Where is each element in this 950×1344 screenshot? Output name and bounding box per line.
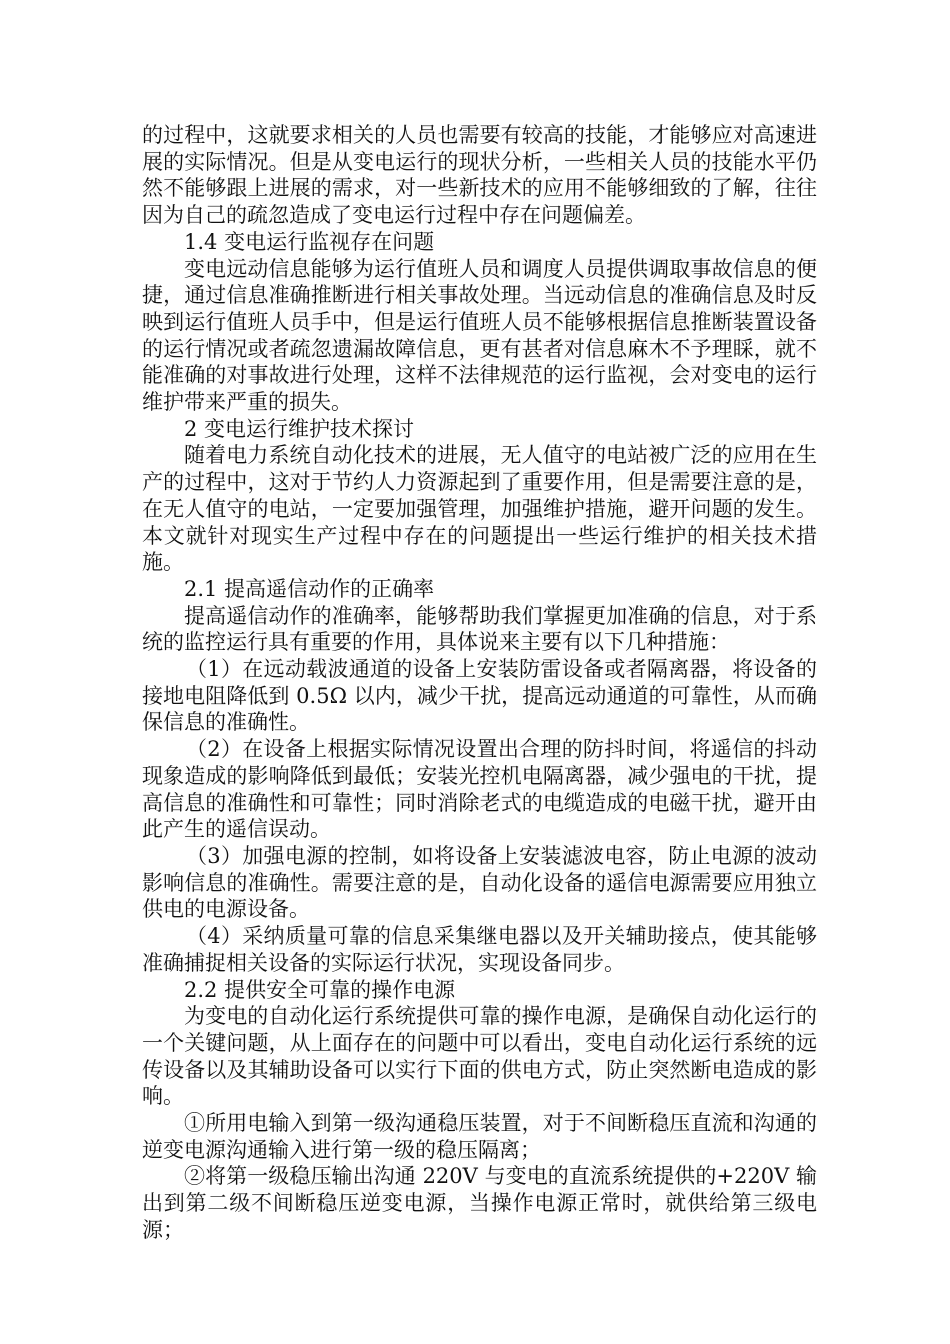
list-item-1: （1）在远动载波通道的设备上安装防雷设备或者隔离器，将设备的接地电阻降低到 0.5Ω 以内，减少干扰，提高远动通道的可靠性，从而确保信息的准确性。 xyxy=(142,657,817,735)
paragraph-continuation: 的过程中，这就要求相关的人员也需要有较高的技能，才能够应对高速进展的实际情况。但是从变电运行的现状分析，一些相关人员的技能水平仍然不能够跟上进展的需求，对一些新技术的应用不能够细致的了解，往往因为自己的疏忽造成了变电运行过程中存在问题偏差。 xyxy=(142,123,817,228)
section-heading-2: 2 变电运行维护技术探讨 xyxy=(184,416,415,441)
section-heading-2-1: 2.1 提高遥信动作的正确率 xyxy=(184,576,435,601)
list-item-2: （2）在设备上根据实际情况设置出合理的防抖时间，将遥信的抖动现象造成的影响降低到最低；安装光控机电隔离器，减少强电的干扰，提高信息的准确性和可靠性；同时消除老式的电缆造成的电磁干扰，避开由此产生的遥信误动。 xyxy=(142,737,817,842)
section-heading-2-2: 2.2 提供安全可靠的操作电源 xyxy=(184,977,456,1002)
paragraph-monitoring: 变电远动信息能够为运行值班人员和调度人员提供调取事故信息的便捷，通过信息准确推断进行相关事故处理。当远动信息的准确信息及时反映到运行值班人员手中，但是运行值班人员不能够根据信息推断装置设备的运行情况或者疏忽遗漏故障信息，更有甚者对信息麻木不予理睬，就不能准确的对事故进行处理，这样不法律规范的运行监视，会对变电的运行维护带来严重的损失。 xyxy=(142,256,817,415)
list-item-circled-2: ②将第一级稳压输出沟通 220V 与变电的直流系统提供的+220V 输出到第二级不间断稳压逆变电源，当操作电源正常时，就供给第三级电源； xyxy=(142,1164,817,1242)
list-item-3: （3）加强电源的控制，如将设备上安装滤波电容，防止电源的波动影响信息的准确性。需要注意的是，自动化设备的遥信电源需要应用独立供电的电源设备。 xyxy=(142,843,817,922)
list-item-circled-1: ①所用电输入到第一级沟通稳压装置，对于不间断稳压直流和沟通的逆变电源沟通输入进行第一级的稳压隔离； xyxy=(142,1111,817,1162)
section-heading-1-4: 1.4 变电运行监视存在问题 xyxy=(184,229,435,254)
list-item-4: （4）采纳质量可靠的信息采集继电器以及开关辅助接点，使其能够准确捕捉相关设备的实际运行状况，实现设备同步。 xyxy=(142,924,817,975)
paragraph-automation: 随着电力系统自动化技术的进展，无人值守的电站被广泛的应用在生产的过程中，这对于节约人力资源起到了重要作用，但是需要注意的是，在无人值守的电站，一定要加强管理，加强维护措施，避开问题的发生。本文就针对现实生产过程中存在的问题提出一些运行维护的相关技术措施。 xyxy=(142,443,817,575)
paragraph-power-supply: 为变电的自动化运行系统提供可靠的操作电源，是确保自动化运行的一个关键问题，从上面存在的问题中可以看出，变电自动化运行系统的远传设备以及其辅助设备可以实行下面的供电方式，防止突然断电造成的影响。 xyxy=(142,1004,817,1109)
paragraph-remote-signal: 提高遥信动作的准确率，能够帮助我们掌握更加准确的信息，对于系统的监控运行具有重要的作用，具体说来主要有以下几种措施： xyxy=(142,603,817,655)
document-body xyxy=(142,122,817,1244)
